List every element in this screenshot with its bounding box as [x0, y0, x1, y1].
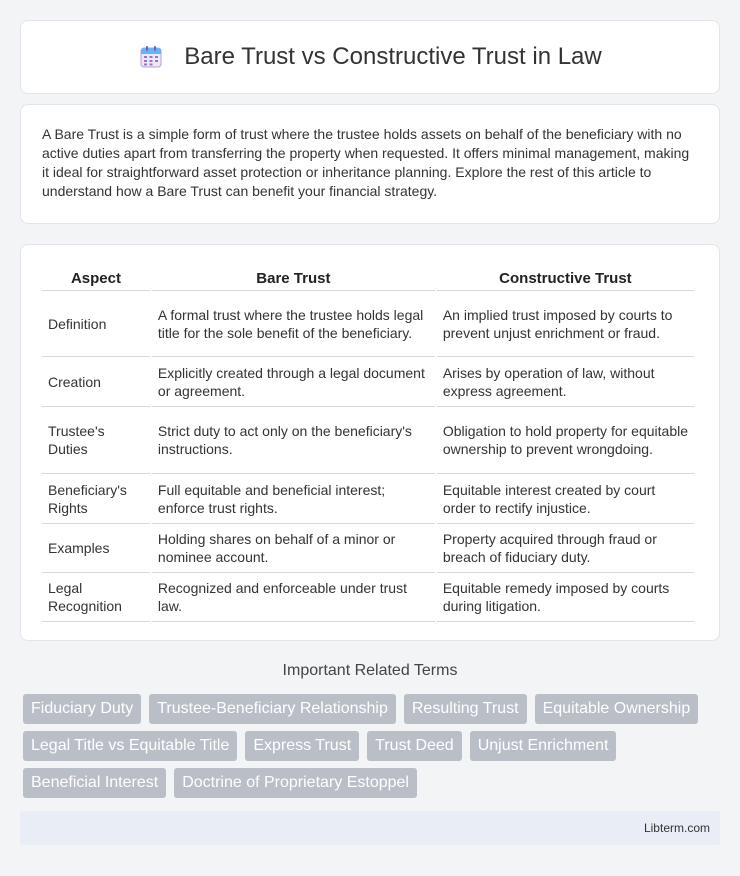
page-title: Bare Trust vs Constructive Trust in Law: [184, 43, 602, 70]
table-row: [42, 474, 694, 524]
related-term-tag[interactable]: Unjust Enrichment: [470, 731, 617, 761]
table-cell: A formal trust where the trustee holds legal title for the sole benefit of the beneficiary.: [152, 291, 435, 357]
related-term-tag[interactable]: Resulting Trust: [404, 694, 527, 724]
footer: [20, 811, 720, 845]
column-header: Constructive Trust: [437, 265, 694, 291]
table-header-row: [42, 265, 694, 291]
related-terms-title: Important Related Terms: [282, 662, 458, 679]
table-row: [42, 357, 694, 407]
table-cell: Equitable remedy imposed by courts during litigation.: [437, 573, 694, 622]
table-row: [42, 573, 694, 622]
table-cell: Holding shares on behalf of a minor or nominee account.: [152, 524, 435, 573]
related-term-tag[interactable]: Equitable Ownership: [535, 694, 699, 724]
comparison-table-card: [20, 244, 720, 641]
table-row: [42, 407, 694, 474]
column-header: Aspect: [42, 265, 150, 291]
related-term-tag[interactable]: Legal Title vs Equitable Title: [23, 731, 237, 761]
table-cell: Obligation to hold property for equitable ownership to prevent wrongdoing.: [437, 407, 694, 474]
table-cell: Legal Recognition: [42, 573, 150, 622]
related-term-tag[interactable]: Express Trust: [245, 731, 359, 761]
related-term-tag[interactable]: Beneficial Interest: [23, 768, 166, 798]
table-cell: Definition: [42, 291, 150, 357]
related-term-tag[interactable]: Fiduciary Duty: [23, 694, 141, 724]
footer-site-link[interactable]: Libterm.com: [643, 821, 710, 835]
table-cell: Property acquired through fraud or breach of fiduciary duty.: [437, 524, 694, 573]
calendar-icon: [138, 44, 164, 70]
column-header: Bare Trust: [152, 265, 435, 291]
table-cell: Equitable interest created by court order to rectify injustice.: [437, 474, 694, 524]
table-cell: Creation: [42, 357, 150, 407]
table-cell: Trustee's Duties: [42, 407, 150, 474]
table-cell: Full equitable and beneficial interest; enforce trust rights.: [152, 474, 435, 524]
intro-card: [20, 104, 720, 224]
header-card: [20, 20, 720, 94]
intro-text: A Bare Trust is a simple form of trust where the trustee holds assets on behalf of the beneficiary with no active duties apart from transferring the property when requested. It offers minimal management, making it ideal for straightforward asset protection or inheritance planning. Explore the rest of this article to understand how a Bare Trust can benefit your financial strategy.: [42, 126, 690, 199]
table-cell: Explicitly created through a legal document or agreement.: [152, 357, 435, 407]
table-cell: Arises by operation of law, without express agreement.: [437, 357, 694, 407]
related-term-tag[interactable]: Trust Deed: [367, 731, 462, 761]
comparison-table: [40, 265, 696, 622]
table-cell: Recognized and enforceable under trust law.: [152, 573, 435, 622]
table-cell: Examples: [42, 524, 150, 573]
related-terms-list: [23, 694, 703, 798]
table-cell: An implied trust imposed by courts to prevent unjust enrichment or fraud.: [437, 291, 694, 357]
table-row: [42, 291, 694, 357]
table-cell: Beneficiary's Rights: [42, 474, 150, 524]
related-term-tag[interactable]: Doctrine of Proprietary Estoppel: [174, 768, 417, 798]
table-row: [42, 524, 694, 573]
table-cell: Strict duty to act only on the beneficiary's instructions.: [152, 407, 435, 474]
related-term-tag[interactable]: Trustee-Beneficiary Relationship: [149, 694, 396, 724]
